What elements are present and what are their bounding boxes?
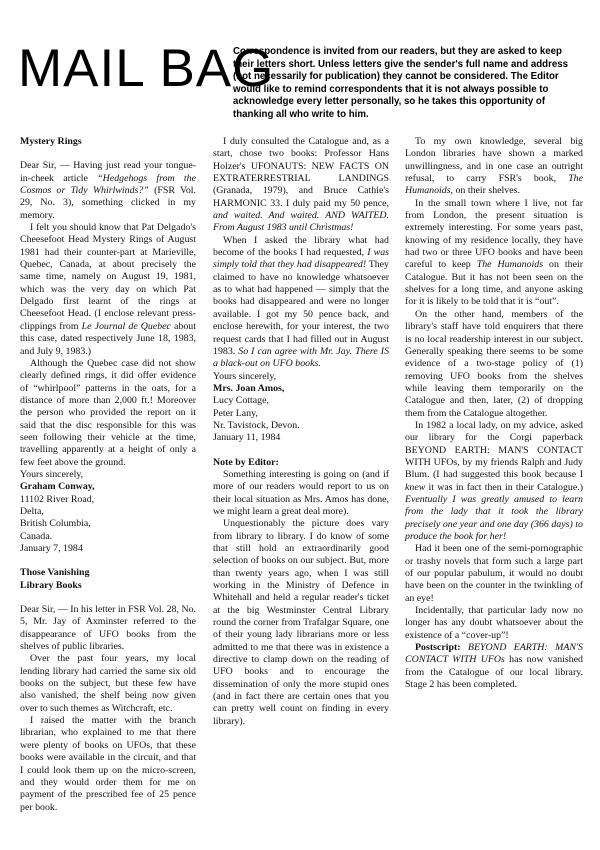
letter2-para-2: Over the past four years, my local lending library had carried the same six old books on the subject, but these few have also vanished, the shelf being now given over to such themes as Witchcraft, etc. <box>20 653 196 714</box>
editor-note-para-6: In 1982 a local lady, on my advice, asked our library for the Corgi paperback BEYOND EARTH: MAN'S CONTACT WITH UFOs, by my friends Ralph and Judy Blum. (I had suggested this book because I knew it was in fact then in their Catalogue.) Eventually I was greatly amused to learn from the lady that it took the library precisely one year and one day (366 days) to produce the book for her! <box>405 419 583 542</box>
editor-note-para-2: Unquestionably the picture does vary from library to library. I do know of some that still hold an extraordinarily good selection of books on our subject. But, more than twenty years ago, when I was still working in the Ministry of Defence in Whitehall and held a regular reader's ticket at the big Westminster Central Library round the corner from Trafalgar Square, one of their young lady librarians more or less admitted to me that there was in existence a directive to clamp down on the reading of UFO books and to encourage the dissemination of only the more stupid ones (and in fact there are certain ones that you can pretty well count on finding in every library). <box>213 518 389 727</box>
letter-heading-vanishing-books-line2: Library Books <box>20 579 82 591</box>
letter1-closing: Yours sincerely, <box>20 468 84 480</box>
letter-heading-vanishing-books-line1: Those Vanishing <box>20 567 90 579</box>
editor-note-para-5: On the other hand, members of the library's staff have told enquirers that there is no local readership interest in our subject. Generally speaking there seems to be some evidence of a two-stage policy of (1) removing UFO books from the shelves while leaving them temporarily on the Catalogue and then, later, (2) of dropping them from the Catalogue altogether. <box>405 308 583 419</box>
column-1 <box>20 136 196 814</box>
letter2-address-line: Lucy Cottage, <box>213 395 269 407</box>
editor-note-para-7: Had it been one of the semi-pornographic or trashy novels that form such a large part of our popular pabulum, it would no doubt have been on the counter in the twinkling of an eye! <box>405 543 583 604</box>
letter1-address-line: 11102 River Road, <box>20 493 95 505</box>
intro-note: Correspondence is invited from our readers, but they are asked to keep their letters short. Unless letters give the sender's full name and address (not necessarily for publication) they cannot be considered. The Editor would like to remind correspondents that it is not always possible to acknowledge every letter personally, so he takes this opportunity of thanking all who write to him. <box>233 46 569 120</box>
letter1-date: January 7, 1984 <box>20 543 83 554</box>
letter2-para-1: Dear Sir, — In his letter in FSR Vol. 28, No. 5, Mr. Jay of Axminster referred to the disappearance of UFO books from the shelves of public libraries. <box>20 604 196 653</box>
letter-heading-mystery-rings: Mystery Rings <box>20 136 82 147</box>
letter2-date: January 11, 1984 <box>213 432 281 444</box>
letter2-para-5: When I asked the library what had become of the books I had requested, I was simply told that they had disappeared! They claimed to have no knowledge whatsoever as to what had happened — simply that the books had disappeared and were no longer available. I got my 50 pence back, and enclose herewith, for your interest, the two request cards that I had filled out in August 1983. So I can agree with Mr. Jay. There IS a black-out on UFO books. <box>213 234 390 370</box>
letter2-address-line: Peter Lany, <box>213 407 258 419</box>
letter1-para-2: I felt you should know that Pat Delgado's Cheesefoot Head Mystery Rings of August 1981 had their counter-part at Marieville, Quebec, Canada, at about precisely the same time, namely on August 19, 1981, which was the very day on which Pat Delgado first learnt of the rings at Cheesefoot Head. (I enclose relevant press-clippings from Le Journal de Quebec about this case, dated respectively June 18, 1983, and July 9, 1983.) <box>20 222 196 357</box>
letter1-address-line: British Columbia, <box>20 518 91 530</box>
section-title: MAIL BAG <box>18 39 275 98</box>
editor-note-para-4: In the small town where I live, not far from London, the present situation is extremely interesting. For some years past, knowing of my residence locally, they have had two or three UFO books and have been careful to keep The Humanoids on their Catalogue. But it has not been seen on the shelves for a long time, and anyone asking for it is likely to be told that it is “out”. <box>405 197 583 308</box>
letter1-para-3: Although the Quebec case did not show clearly defined rings, it did offer evidence of “whirlpool” patterns in the oats, for a distance of more than 2,000 ft.! Moreover the person who provided the report on it said that the disc responsible for this was seen following their vehicle at the time, travelling apparently at a height of only a few feet above the ground. <box>20 357 196 468</box>
editor-note-para-8: Incidentally, that particular lady now no longer has any doubt whatsoever about the existence of a “cover-up”! <box>405 605 583 641</box>
letter1-signature: Graham Conway, <box>20 481 95 493</box>
letter2-signature: Mrs. Joan Amos, <box>213 382 285 394</box>
letter2-para-4: I duly consulted the Catalogue and, as a start, chose two books: Professor Hans Holzer's UFONAUTS: NEW FACTS ON EXTRATERRESTRIAL LANDINGS (Granada, 1979), and Bruce Cathie's HARMONIC 33. I duly paid my 50 pence, and waited. And waited. AND WAITED. From August 1983 until Christmas! <box>213 136 389 234</box>
letter2-closing: Yours sincerely, <box>213 370 277 382</box>
editor-note-postscript: Postscript: BEYOND EARTH: MAN'S CONTACT WITH UFOs has now vanished from the Catalogue of our local library. Stage 2 has been completed. <box>405 642 583 691</box>
letter1-para-1: Dear Sir, — Having just read your tongue-in-cheek article “Hedgehogs from the Cosmos or Tidy Whirlwinds?” (FSR Vol. 29, No. 3), something clicked in my memory. <box>20 160 197 221</box>
column-2 <box>213 136 389 728</box>
column-3 <box>405 136 583 691</box>
letter2-address-line: Nr. Tavistock, Devon. <box>213 419 300 431</box>
editor-note-para-1: Something interesting is going on (and if more of our readers would report to us on their local situation as Mrs. Amos has done, we might learn a great deal more). <box>213 468 389 517</box>
editor-note-para-3: To my own knowledge, several big London libraries have shown a marked unwillingness, and in one case an outright refusal, to carry FSR's book, The Humanoids, on their shelves. <box>405 136 583 197</box>
editor-note-heading: Note by Editor: <box>213 456 279 468</box>
letter1-address-line: Canada. <box>20 530 53 542</box>
letter2-para-3: I raised the matter with the branch librarian, who explained to me that there were plenty of books on UFOs, that these books were available in the circuit, and that I could look them up on the micro-screen, and they would order them for me on payment of the prescribed fee of 25 pence per book. <box>20 715 196 813</box>
letter1-address-line: Delta, <box>20 505 44 517</box>
